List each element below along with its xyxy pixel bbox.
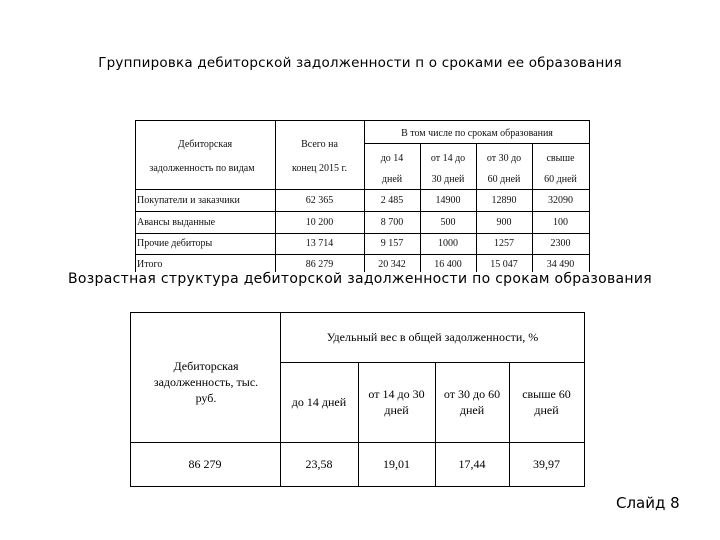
period-header-top: от 14 до: [430, 153, 466, 164]
age-structure-table: [130, 312, 585, 487]
period-header-bottom: 30 дней: [431, 174, 465, 185]
period-header-bottom: 60 дней: [487, 174, 521, 185]
period-header-bottom: дней: [381, 174, 403, 185]
row-value: 20 342: [378, 259, 406, 270]
row-total: 62 365: [305, 195, 334, 206]
row-value: 500: [440, 217, 456, 228]
period-header-bottom: 60 дней: [544, 174, 577, 185]
row-value: 2300: [550, 238, 571, 249]
period-header-top: до 14: [380, 153, 404, 164]
share-value: 23,58: [305, 456, 333, 471]
total-value: 86 279: [188, 456, 222, 471]
row-value: 1257: [494, 238, 514, 249]
total-header-bottom: конец 2015 г.: [292, 163, 347, 174]
period-header-top: свыше: [546, 153, 575, 164]
row-value: 8 700: [380, 217, 404, 228]
row-total: 10 200: [305, 217, 334, 228]
table-1-rule: [135, 254, 590, 255]
share-value: 17,44: [458, 456, 486, 471]
period-header: от 14 до 30 дней: [368, 386, 425, 417]
total-header-top: Всего на: [301, 139, 338, 150]
period-header-top: от 30 до: [486, 153, 522, 164]
row-value: 16 400: [434, 259, 462, 270]
table-1-title: Группировка дебиторской задолженности п о сроками ее образования: [98, 55, 622, 71]
col-label-top: Дебиторская: [177, 139, 233, 150]
table-1-rule: [589, 120, 590, 272]
row-value: 2 485: [380, 195, 404, 206]
row-label: Авансы выданные: [137, 217, 216, 228]
row-label: Покупатели и заказчики: [137, 195, 240, 206]
row-value: 15 047: [490, 259, 518, 270]
slide-number: Слайд 8: [616, 494, 680, 512]
row-value: 100: [553, 217, 568, 228]
table-1-rule: [364, 143, 590, 144]
row-value: 1000: [438, 238, 458, 249]
period-header: от 30 до 60 дней: [443, 386, 501, 417]
table-1-rule: [135, 189, 590, 190]
period-header: свыше 60 дней: [522, 386, 571, 417]
table-1-rule: [135, 233, 590, 234]
group-header: Удельный вес в общей задолженности, %: [326, 329, 539, 344]
row-label: Прочие дебиторы: [137, 238, 213, 249]
row-total: 13 714: [305, 238, 334, 249]
col-label-bottom: задолженность по видам: [149, 163, 255, 174]
row-label: Итого: [137, 259, 163, 270]
receivables-grouping-table: [135, 120, 590, 272]
row-label-header: Дебиторская задолженность, тыс. руб.: [153, 358, 259, 406]
row-value: 34 490: [546, 259, 575, 270]
row-total: 86 279: [305, 259, 334, 270]
row-value: 900: [496, 217, 512, 228]
row-value: 9 157: [380, 238, 404, 249]
row-value: 12890: [491, 195, 517, 206]
row-value: 32090: [548, 195, 573, 206]
share-value: 19,01: [383, 456, 410, 471]
share-value: 39,97: [533, 456, 560, 471]
table-1-rule: [135, 211, 590, 212]
table-2-title: Возрастная структура дебиторской задолженности по срокам образования: [68, 271, 652, 287]
period-header: до 14 дней: [291, 394, 347, 409]
table-1-rule: [135, 120, 590, 121]
group-header: В том числе по срокам образования: [401, 128, 553, 139]
row-value: 14900: [435, 195, 461, 206]
